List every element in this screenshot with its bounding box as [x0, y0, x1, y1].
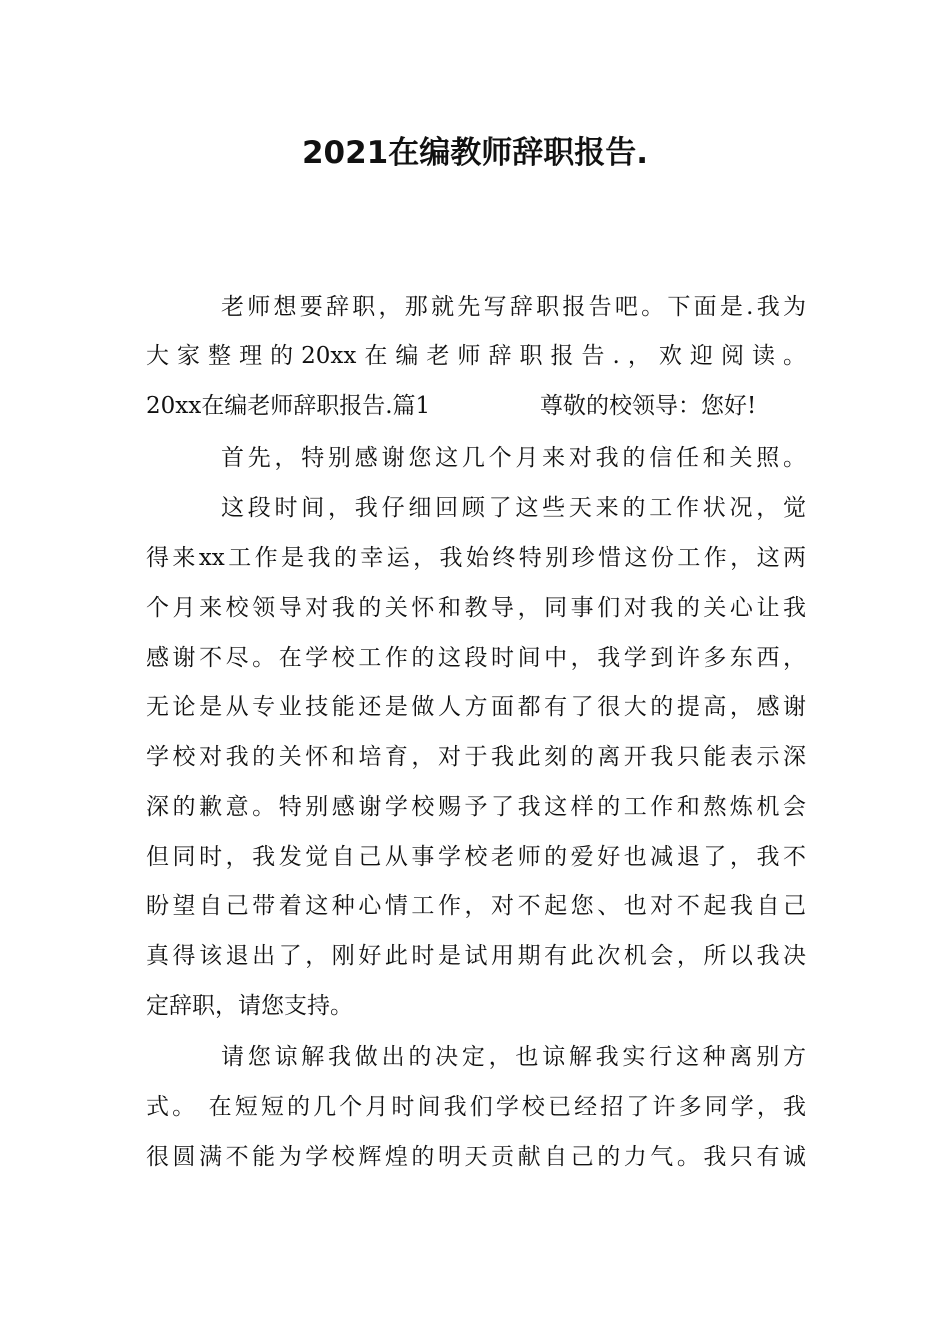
- paragraph-2-line-11: 定辞职，请您支持。: [146, 993, 353, 1019]
- paragraph-2-line-3: 个月来校领导对我的关怀和教导，同事们对我的关心让我: [146, 595, 806, 621]
- paragraph-2-line-1: 这段时间，我仔细回顾了这些天来的工作状况，觉: [221, 495, 806, 521]
- paragraph-3-line-1: 请您谅解我做出的决定，也谅解我实行这种离别方: [221, 1044, 806, 1070]
- paragraph-2-line-4: 感谢不尽。在学校工作的这段时间中，我学到许多东西，: [146, 645, 806, 671]
- paragraph-2-line-7: 深的歉意。特别感谢学校赐予了我这样的工作和熬炼机会: [146, 794, 806, 820]
- section-heading: 20xx在编老师辞职报告.篇1: [146, 393, 431, 419]
- paragraph-1: 首先，特别感谢您这几个月来对我的信任和关照。: [221, 445, 806, 471]
- intro-line-2: 大家整理的20xx在编老师辞职报告.，欢迎阅读。: [146, 343, 806, 369]
- paragraph-3-line-2: 式。 在短短的几个月时间我们学校已经招了许多同学，我: [146, 1094, 806, 1120]
- paragraph-3-line-3: 很圆满不能为学校辉煌的明天贡献自己的力气。我只有诚: [146, 1144, 806, 1170]
- intro-line-1: 老师想要辞职，那就先写辞职报告吧。下面是.我为: [221, 294, 806, 320]
- paragraph-2-line-5: 无论是从专业技能还是做人方面都有了很大的提高，感谢: [146, 694, 806, 720]
- salutation: 尊敬的校领导：您好!: [540, 393, 757, 419]
- paragraph-2-line-6: 学校对我的关怀和培育，对于我此刻的离开我只能表示深: [146, 744, 806, 770]
- paragraph-2-line-9: 盼望自己带着这种心情工作，对不起您、也对不起我自己: [146, 893, 806, 919]
- paragraph-2-line-10: 真得该退出了，刚好此时是试用期有此次机会，所以我决: [146, 943, 806, 969]
- paragraph-2-line-8: 但同时，我发觉自己从事学校老师的爱好也减退了，我不: [146, 844, 806, 870]
- paragraph-2-line-2: 得来xx工作是我的幸运，我始终特别珍惜这份工作，这两: [146, 545, 806, 571]
- document-title: 2021在编教师辞职报告.: [301, 135, 649, 171]
